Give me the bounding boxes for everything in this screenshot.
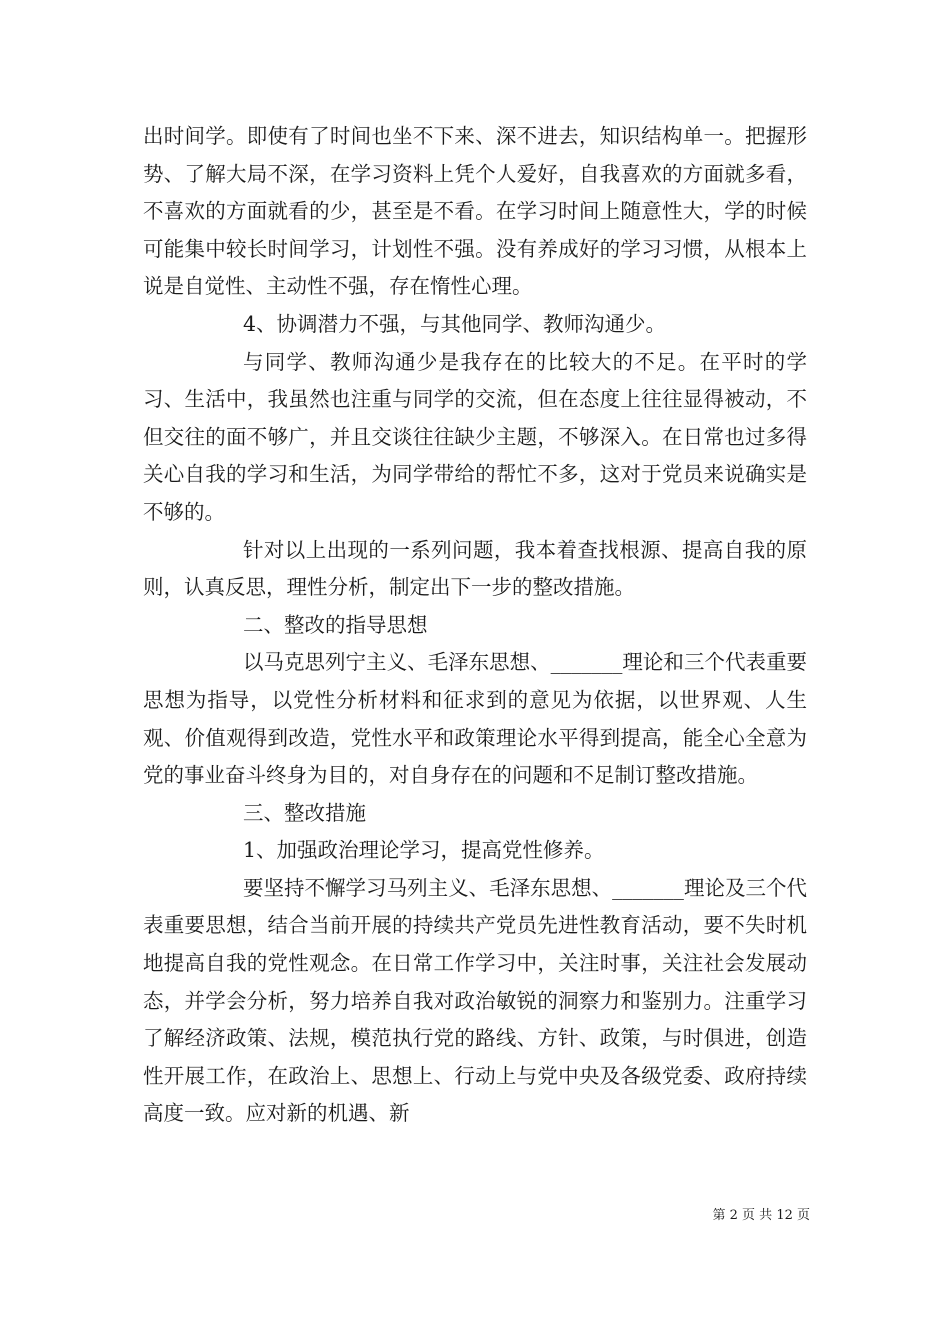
document-body <box>143 118 807 1133</box>
paragraph-continuation: 出时间学。即使有了时间也坐不下来、深不进去，知识结构单一。把握形势、了解大局不深，在学习资料上凭个人爱好，自我喜欢的方面就多看，不喜欢的方面就看的少，甚至是不看。在学习时间上随意性大，学的时候可能集中较长时间学习，计划性不强。没有养成好的学习习惯，从根本上说是自觉性、主动性不强，存在惰性心理。 <box>143 124 807 299</box>
page-number-footer: 第 2 页 共 12 页 <box>712 1208 810 1223</box>
paragraph-communication: 与同学、教师沟通少是我存在的比较大的不足。在平时的学习、生活中，我虽然也注重与同学的交流，但在态度上往往显得被动，不但交往的面不够广，并且交谈往往缺少主题，不够深入。在日常也过多得关心自我的学习和生活，为同学带给的帮忙不多，这对于党员来说确实是不够的。 <box>143 349 807 524</box>
section-heading-guiding-thought: 二、整改的指导思想 <box>243 612 428 637</box>
paragraph-guiding-thought: 以马克思列宁主义、毛泽东思想、_______理论和三个代表重要思想为指导，以党性分析材料和征求到的意见为依据，以世界观、人生观、价值观得到改造，党性水平和政策理论水平得到提高，能全心全意为党的事业奋斗终身为目的，对自身存在的问题和不足制订整改措施。 <box>143 650 807 788</box>
subheading-political-study: 1、加强政治理论学习，提高党性修养。 <box>243 838 605 863</box>
subheading-communication: 4、协调潜力不强，与其他同学、教师沟通少。 <box>243 311 667 336</box>
paragraph-political-study: 要坚持不懈学习马列主义、毛泽东思想、_______理论及三个代表重要思想，结合当前开展的持续共产党员先进性教育活动，要不失时机地提高自我的党性观念。在日常工作学习中，关注时事，关注社会发展动态，并学会分析，努力培养自我对政治敏锐的洞察力和鉴别力。注重学习了解经济政策、法规，模范执行党的路线、方针、政策，与时俱进，创造性开展工作，在政治上、思想上、行动上与党中央及各级党委、政府持续高度一致。应对新的机遇、新 <box>143 875 807 1126</box>
paragraph-summary: 针对以上出现的一系列问题，我本着查找根源、提高自我的原则，认真反思，理性分析，制定出下一步的整改措施。 <box>143 537 807 600</box>
section-heading-measures: 三、整改措施 <box>243 800 366 825</box>
